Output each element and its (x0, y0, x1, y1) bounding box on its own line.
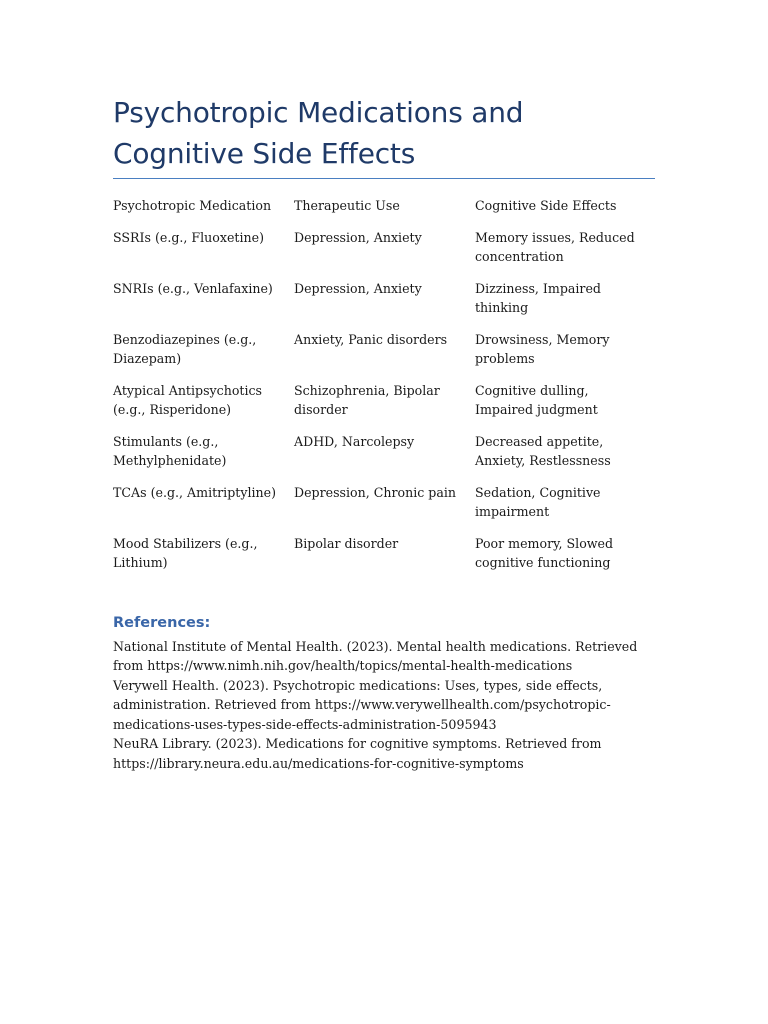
table-row (113, 228, 655, 279)
document-page (113, 92, 655, 773)
table-cell: Bipolar disorder (294, 535, 399, 551)
table-cell: TCAs (e.g., Amitriptyline) (113, 484, 276, 500)
table-row (113, 483, 655, 534)
table-cell: SNRIs (e.g., Venlafaxine) (113, 280, 273, 296)
table-cell: SSRIs (e.g., Fluoxetine) (113, 229, 264, 245)
column-header: Therapeutic Use (294, 198, 400, 213)
table-cell: Memory issues, Reduced concentration (475, 229, 635, 264)
table-row (113, 432, 655, 483)
table-row (113, 279, 655, 330)
table-cell: Drowsiness, Memory problems (475, 331, 610, 366)
table-cell: Decreased appetite, Anxiety, Restlessness (475, 433, 611, 468)
table-cell: Depression, Chronic pain (294, 484, 456, 500)
table-cell: Dizziness, Impaired thinking (475, 280, 601, 315)
table-cell: ADHD, Narcolepsy (294, 433, 415, 449)
table-row (113, 381, 655, 432)
page-title: Psychotropic Medications and Cognitive Side Effects (113, 96, 524, 170)
table-cell: Poor memory, Slowed cognitive functioning (475, 535, 614, 570)
table-cell: Cognitive dulling, Impaired judgment (475, 382, 598, 417)
table-cell: Depression, Anxiety (294, 280, 422, 296)
medication-table (113, 196, 655, 585)
table-cell: Benzodiazepines (e.g., Diazepam) (113, 331, 257, 366)
table-cell: Anxiety, Panic disorders (294, 331, 448, 347)
title-underline (113, 178, 655, 179)
references-heading: References: (113, 614, 211, 631)
table-cell: Mood Stabilizers (e.g., Lithium) (113, 535, 258, 570)
table-row (113, 534, 655, 585)
reference-item: Verywell Health. (2023). Psychotropic medications: Uses, types, side effects, administration. Retrieved from https://www.verywellhealth.com/psychotropic-medications-uses-types-side-effects-administration-5095943 (113, 677, 611, 732)
reference-item: National Institute of Mental Health. (2023). Mental health medications. Retrieved from https://www.nimh.nih.gov/health/topics/mental-health-medications (113, 638, 638, 673)
table-cell: Depression, Anxiety (294, 229, 422, 245)
column-header: Cognitive Side Effects (475, 198, 617, 213)
table-cell: Stimulants (e.g., Methylphenidate) (113, 433, 227, 468)
reference-item: NeuRA Library. (2023). Medications for cognitive symptoms. Retrieved from https://library.neura.edu.au/medications-for-cognitive-symptoms (113, 736, 602, 771)
table-header-row (113, 196, 655, 228)
table-cell: Atypical Antipsychotics (e.g., Risperidone) (113, 382, 263, 417)
column-header: Psychotropic Medication (113, 198, 272, 213)
table-row (113, 330, 655, 381)
table-cell: Sedation, Cognitive impairment (475, 484, 601, 519)
table-cell: Schizophrenia, Bipolar disorder (294, 382, 440, 417)
